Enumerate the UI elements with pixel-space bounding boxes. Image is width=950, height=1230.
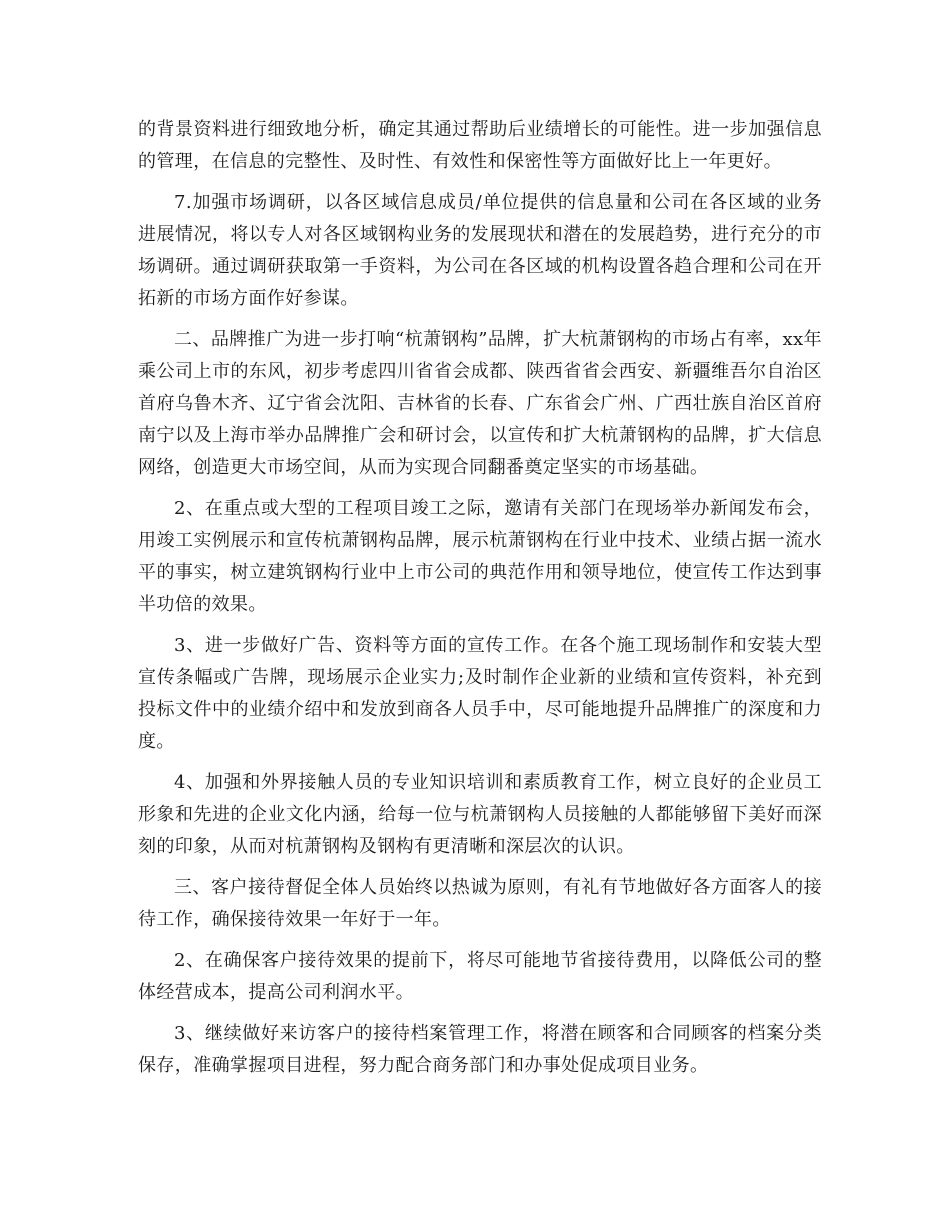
paragraph-press-conference: 2、在重点或大型的工程项目竣工之际，邀请有关部门在现场举办新闻发布会，用竣工实例展示和宣传杭萧钢构品牌，展示杭萧钢构在行业中技术、业绩占据一流水平的事实，树立建筑钢构行业中上市公司的典范作用和领导地位，使宣传工作达到事半功倍的效果。 [138, 498, 822, 615]
paragraph-customer-reception: 三、客户接待督促全体人员始终以热诚为原则，有礼有节地做好各方面客人的接待工作，确保接待效果一年好于一年。 [138, 877, 822, 930]
paragraph-brand-promotion: 二、品牌推广为进一步打响“杭萧钢构”品牌，扩大杭萧钢构的市场占有率，xx年乘公司上市的东风，初步考虑四川省省会成都、陕西省省会西安、新疆维吾尔自治区首府乌鲁木齐、辽宁省会沈阳、吉林省的长春、广东省会广州、广西壮族自治区首府南宁以及上海市举办品牌推广会和研讨会，以宣传和扩大杭萧钢构的品牌，扩大信息网络，创造更大市场空间，从而为实现合同翻番奠定坚实的市场基础。 [138, 329, 822, 478]
document-body [138, 114, 822, 1091]
paragraph-advertising: 3、进一步做好广告、资料等方面的宣传工作。在各个施工现场制作和安装大型宣传条幅或广告牌，现场展示企业实力;及时制作企业新的业绩和宣传资料，补充到投标文件中的业绩介绍中和发放到商各人员手中，尽可能地提升品牌推广的深度和力度。 [138, 635, 822, 752]
paragraph-reception-cost: 2、在确保客户接待效果的提前下，将尽可能地节省接待费用，以降低公司的整体经营成本，提高公司利润水平。 [138, 950, 822, 1003]
paragraph-market-research: 7.加强市场调研，以各区域信息成员/单位提供的信息量和公司在各区域的业务进展情况，将以专人对各区域钢构业务的发展现状和潜在的发展趋势，进行充分的市场调研。通过调研获取第一手资料，为公司在各区域的机构设置各趋合理和公司在开拓新的市场方面作好参谋。 [138, 192, 822, 309]
paragraph-reception-archive: 3、继续做好来访客户的接待档案管理工作，将潜在顾客和合同顾客的档案分类保存，准确掌握项目进程，努力配合商务部门和办事处促成项目业务。 [138, 1023, 822, 1076]
paragraph-continued: 的背景资料进行细致地分析，确定其通过帮助后业绩增长的可能性。进一步加强信息的管理，在信息的完整性、及时性、有效性和保密性等方面做好比上一年更好。 [138, 119, 822, 172]
paragraph-staff-training: 4、加强和外界接触人员的专业知识培训和素质教育工作，树立良好的企业员工形象和先进的企业文化内涵，给每一位与杭萧钢构人员接触的人都能够留下美好而深刻的印象，从而对杭萧钢构及钢构有更清晰和深层次的认识。 [138, 772, 822, 857]
